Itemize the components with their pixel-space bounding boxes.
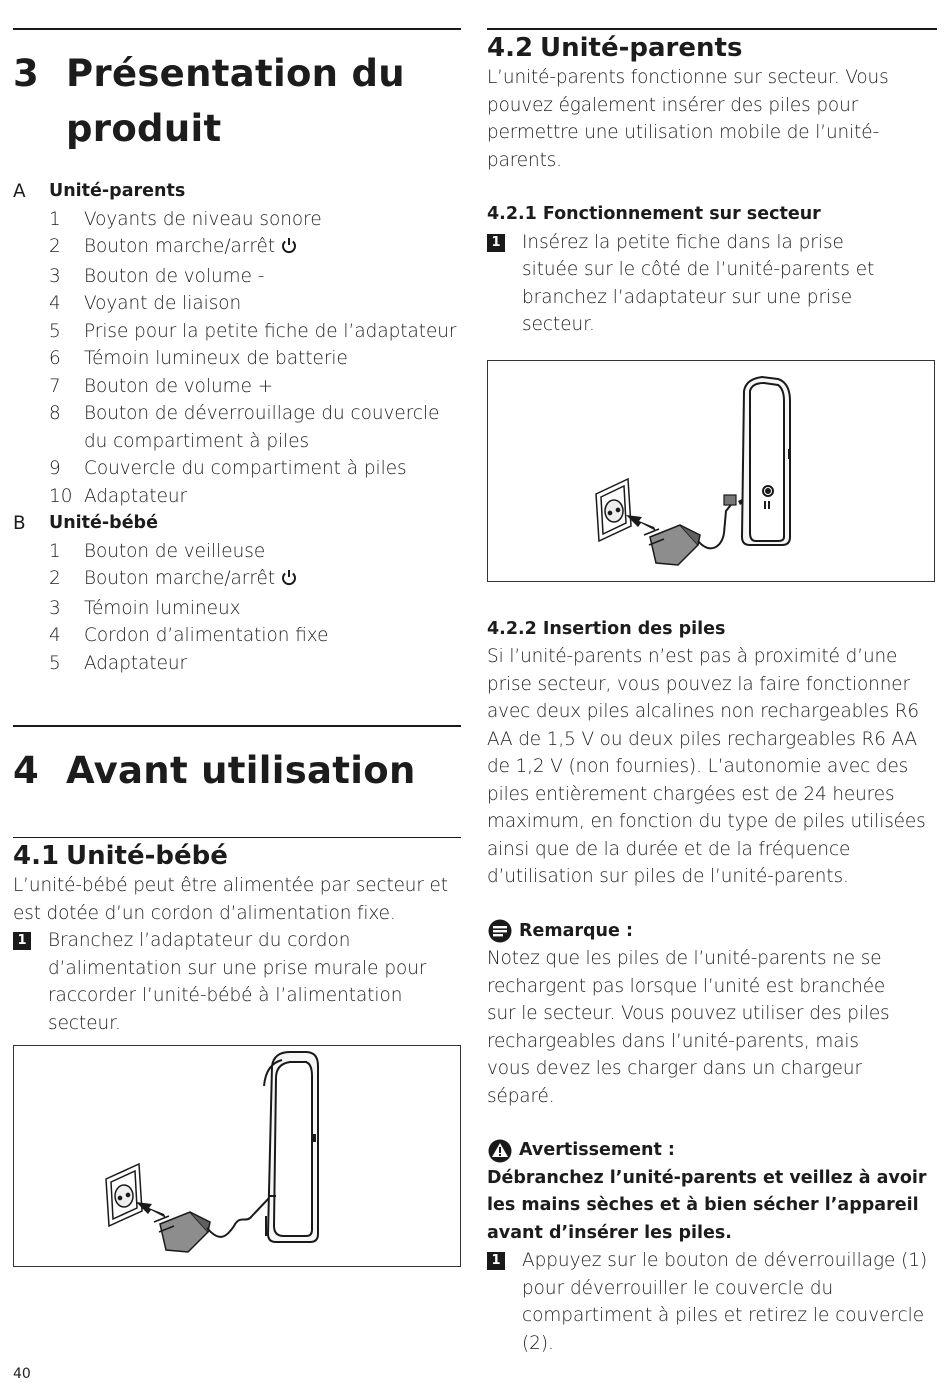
- section-a-header: A Unité-parents: [13, 181, 186, 202]
- chapter-3-rule: [13, 28, 461, 30]
- power-icon: [281, 235, 297, 263]
- list-item: 9 Couvercle du compartiment à piles: [49, 458, 407, 479]
- section-a: [13, 178, 461, 510]
- step-item: 1 Insérez la petite fiche dans la prise située sur le côté de l’unité-parents et branchez l’adaptateur sur une prise secteur.: [487, 229, 937, 339]
- warning-heading: Avertissement :: [487, 1137, 937, 1165]
- section-4-2-2-heading: 4.2.2 Insertion des piles: [487, 618, 726, 639]
- baby-unit-illustration: [13, 1045, 461, 1267]
- list-item: 4 Cordon d’alimentation fixe: [49, 625, 329, 646]
- chapter-title: Présentation du produit: [66, 52, 405, 150]
- list-item: 5 Adaptateur: [49, 652, 188, 674]
- right-column: [487, 28, 937, 1357]
- list-item: 4 Voyant de liaison: [49, 293, 242, 314]
- list-item: 3 Témoin lumineux: [49, 597, 241, 619]
- section-4-2-1-heading: 4.2.1 Fonctionnement sur secteur: [487, 204, 821, 224]
- chapter-3-heading: [13, 46, 461, 156]
- section-4-1-paragraph: L’unité-bébé peut être alimentée par secteur et est dotée d’un cordon d’alimentation fixe.: [13, 875, 448, 924]
- warning-icon: [487, 1139, 519, 1163]
- section-4-1-rule: [13, 837, 461, 838]
- note-heading: Remarque :: [487, 918, 937, 946]
- note-icon: [487, 919, 519, 943]
- section-4-2-2-paragraph: Si l’unité-parents n’est pas à proximité d’une prise secteur, vous pouvez la faire fonctionner avec deux piles alcalines non rechargeables R6 AA de 1,5 V ou deux piles rechargeables R6 AA de 1,2 V (non fournies). L’autonomie avec des piles entièrement chargées est de 24 heures maximum, en fonction du type de piles utilisées ainsi que de la durée et de la fréquence d’utilisation sur piles de l’unité-parents.: [487, 646, 926, 887]
- step-number-badge: 1: [487, 1252, 505, 1270]
- step-number-badge: 1: [13, 932, 31, 950]
- section-4-2-paragraph: L’unité-parents fonctionne sur secteur. Vous pouvez également insérer des piles pour permettre une utilisation mobile de l’unité-parents.: [487, 67, 889, 171]
- power-icon: [281, 567, 297, 595]
- list-item: 7 Bouton de volume +: [49, 375, 274, 397]
- section-b: [13, 510, 461, 677]
- chapter-number: 3: [13, 52, 40, 95]
- list-item: 1 Voyants de niveau sonore: [49, 208, 322, 230]
- chapter-4-heading: 4 Avant utilisation: [13, 749, 416, 792]
- note-text: Notez que les piles de l’unité-parents ne se rechargent pas lorsque l’unité est branchée sur le secteur. Vous pouvez utiliser des piles rechargeables dans l’unité-parents, mais vous devez les charger dans un chargeur séparé.: [487, 948, 890, 1107]
- list-item: 2 Bouton marche/arrêt: [13, 565, 461, 595]
- section-4-2-rule: [487, 28, 937, 30]
- section-4-1-heading: 4.1 Unité-bébé: [13, 841, 228, 871]
- list-item: 10 Adaptateur: [49, 485, 188, 507]
- list-item: 5 Prise pour la petite fiche de l’adaptateur: [49, 320, 457, 342]
- warning-text: Débranchez l’unité-parents et veillez à avoir les mains sèches et à bien sécher l’appareil avant d’insérer les piles.: [487, 1167, 927, 1243]
- list-item: 6 Témoin lumineux de batterie: [49, 348, 348, 369]
- list-item: 2 Bouton marche/arrêt: [13, 233, 461, 263]
- section-b-header: B Unité-bébé: [13, 513, 158, 534]
- chapter-4-rule: [13, 725, 461, 727]
- list-item: 8 Bouton de déverrouillage du couvercle du compartiment à piles: [49, 403, 440, 452]
- list-item: 1 Bouton de veilleuse: [49, 540, 266, 562]
- step-item: 1 Appuyez sur le bouton de déverrouillage (1) pour déverrouiller le couvercle du compartiment à piles et retirez le couvercle (2).: [487, 1247, 937, 1357]
- list-item: 3 Bouton de volume -: [49, 265, 265, 287]
- step-item: 1 Branchez l’adaptateur du cordon d’alimentation sur une prise murale pour raccorder l’unité-bébé à l’alimentation secteur.: [13, 927, 461, 1037]
- section-4-2-heading: 4.2 Unité-parents: [487, 33, 743, 63]
- left-column: [13, 28, 461, 1267]
- step-number-badge: 1: [487, 234, 505, 252]
- parent-unit-illustration: [487, 360, 935, 582]
- page-number: 40: [13, 1366, 31, 1382]
